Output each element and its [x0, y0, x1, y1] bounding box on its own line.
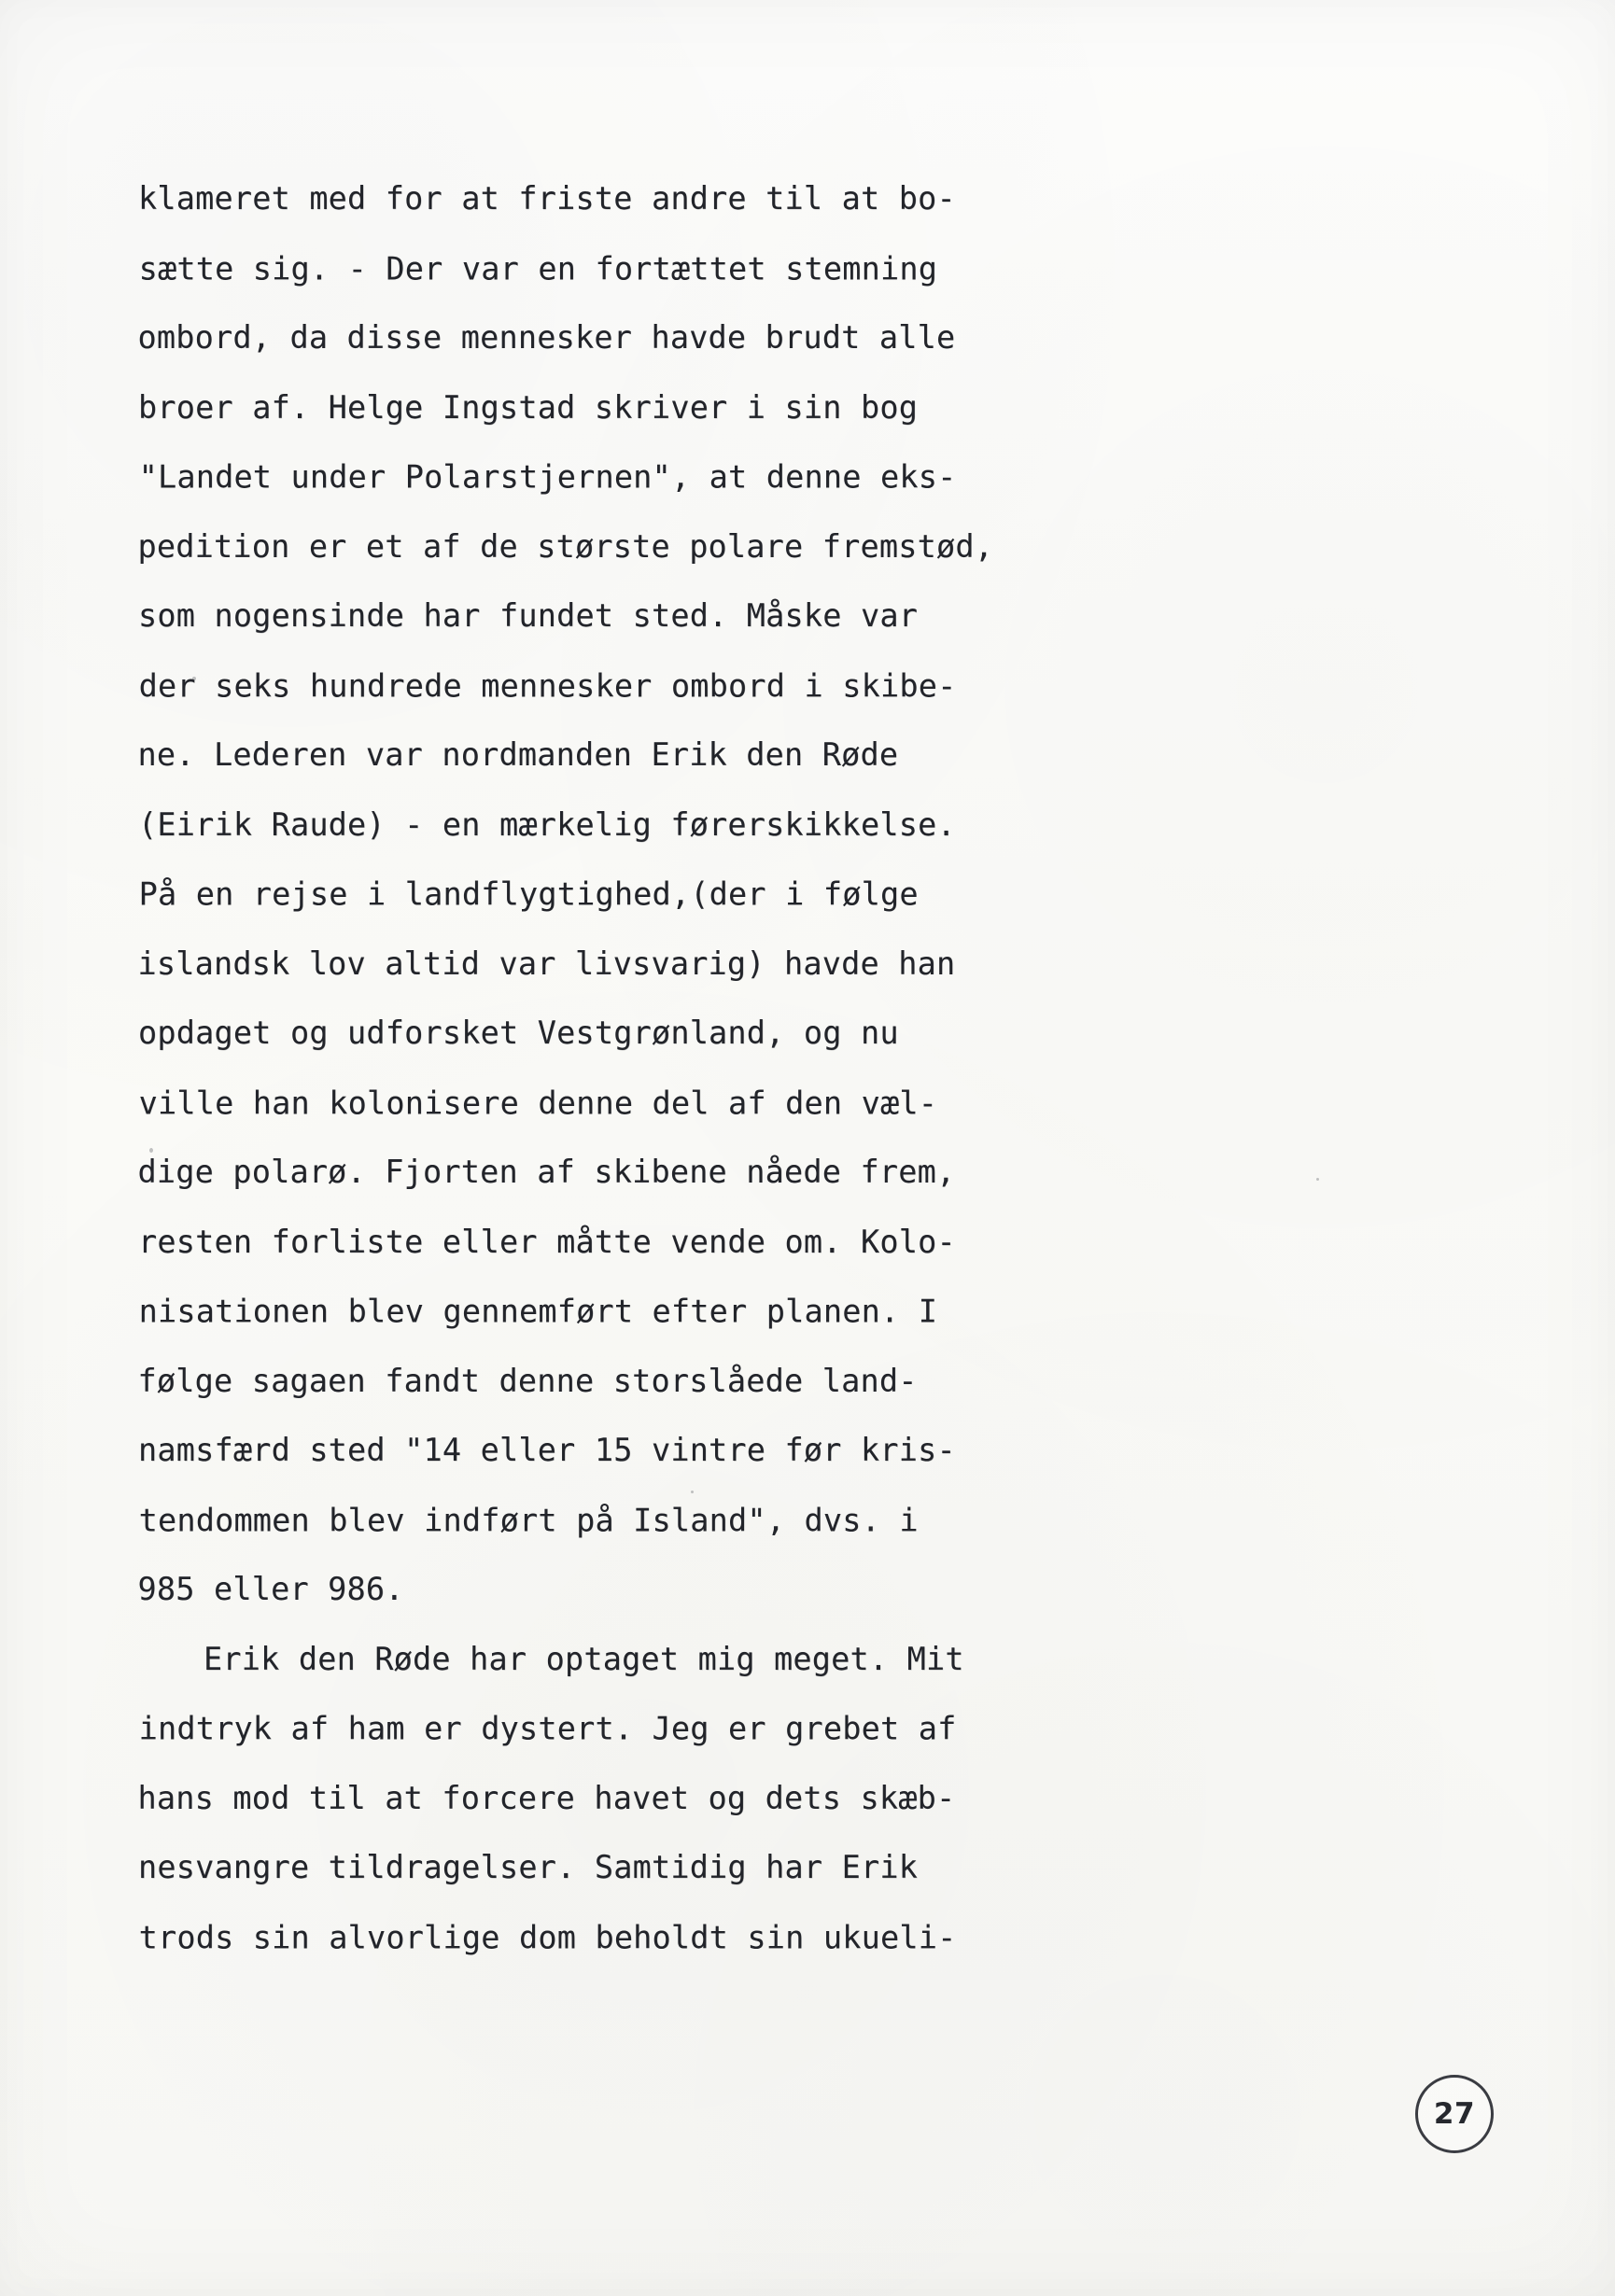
text-line: dige polarø. Fjorten af skibene nåede frem,	[137, 1153, 956, 1190]
text-line: islandsk lov altid var livsvarig) havde han	[137, 945, 956, 982]
text-line: ombord, da disse mennesker havde brudt alle	[137, 318, 956, 356]
text-line: sætte sig. - Der var en fortættet stemning	[138, 249, 938, 287]
text-line: hans mod til at forcere havet og dets skæb-	[137, 1779, 956, 1816]
text-line: nisationen blev gennemført efter planen. I	[138, 1293, 938, 1330]
page-number-label: 27	[1433, 2097, 1476, 2131]
text-line: opdaget og udforsket Vestgrønland, og nu	[138, 1015, 899, 1051]
text-line: tendommen blev indført på Island", dvs. i	[138, 1501, 919, 1538]
text-line: "Landet under Polarstjernen", at denne eks-	[138, 458, 957, 496]
text-line: ne. Lederen var nordmanden Erik den Røde	[137, 735, 899, 773]
text-line: der seks hundrede mennesker ombord i skibe-	[138, 666, 957, 704]
text-line: pedition er et af de største polare fremstød,	[137, 527, 994, 565]
text-line: følge sagaen fandt denne storslåede land-	[137, 1362, 918, 1399]
text-line: ville han kolonisere denne del af den væl-	[138, 1084, 938, 1121]
text-line: namsfærd sted "14 eller 15 vintre før kris-	[138, 1432, 956, 1468]
page-number-badge	[1415, 2075, 1494, 2153]
text-line: nesvangre tildragelser. Samtidig har Erik	[138, 1849, 919, 1885]
body-text	[138, 164, 1445, 1972]
text-line: indtryk af ham er dystert. Jeg er grebet af	[138, 1710, 957, 1747]
text-line-paragraph-start: Erik den Røde har optaget mig meget. Mit	[204, 1640, 964, 1677]
text-line: resten forliste eller måtte vende om. Kolo-	[138, 1223, 956, 1260]
text-line: trods sin alvorlige dom beholdt sin ukueli-	[138, 1918, 957, 1955]
text-line: broer af. Helge Ingstad skriver i sin bog	[138, 388, 919, 426]
text-line: (Eirik Raude) - en mærkelig førerskikkelse.	[138, 805, 956, 843]
text-line: 985 eller 986.	[137, 1570, 404, 1607]
text-line: På en rejse i landflygtighed,(der i følge	[138, 875, 919, 913]
text-line: som nogensinde har fundet sted. Måske var	[138, 597, 919, 634]
text-line: klameret med for at friste andre til at bo-	[138, 180, 956, 217]
